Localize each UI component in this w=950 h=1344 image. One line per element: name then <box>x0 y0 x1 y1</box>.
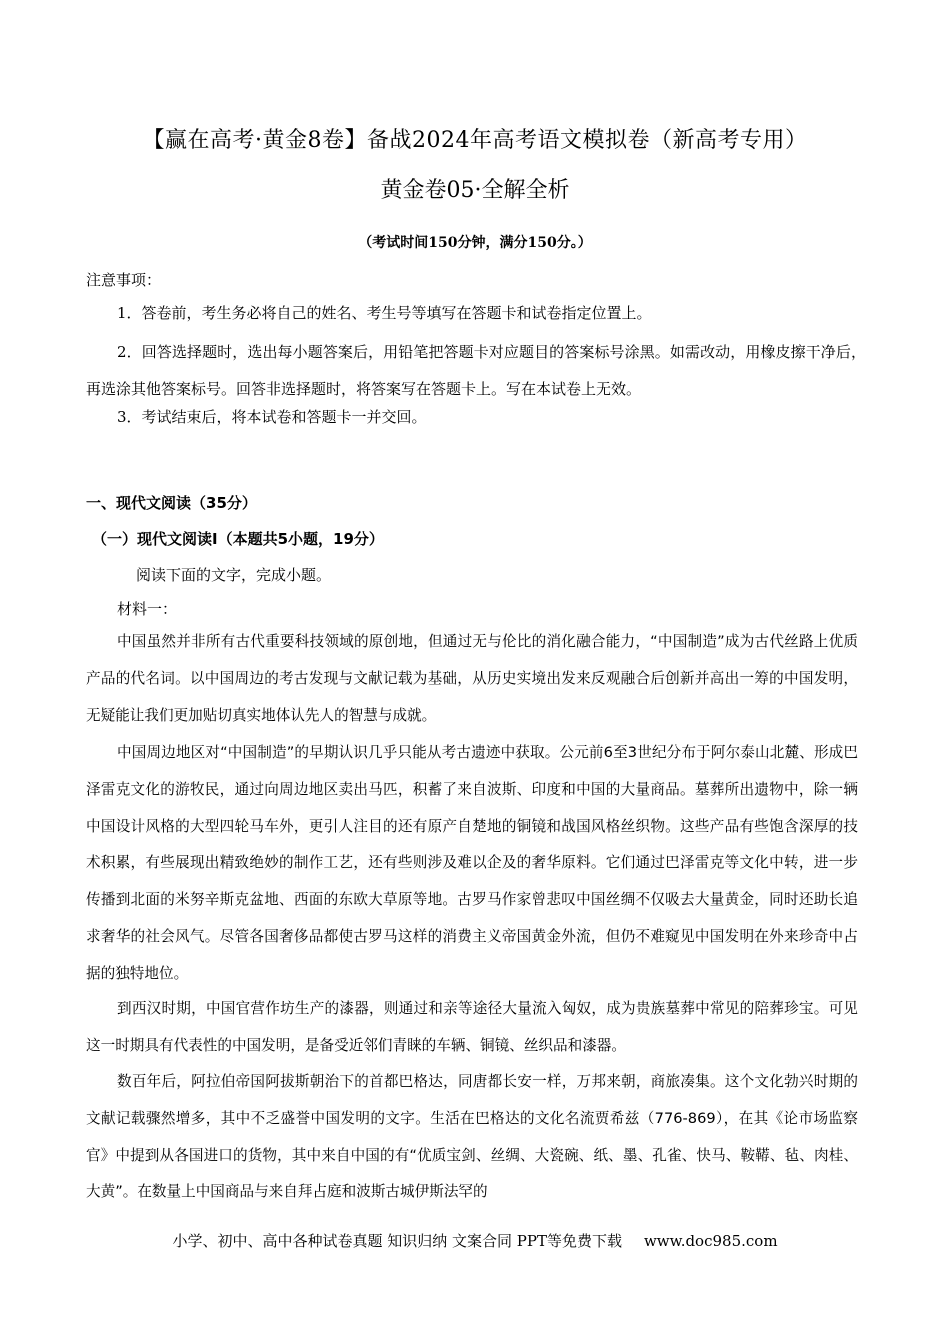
paragraph-text: 中国虽然并非所有古代重要科技领域的原创地，但通过无与伦比的消化融合能力，“中国制造”成为古代丝路上优质产品的代名词。以中国周边的考古发现与文献记载为基础，从历史实境出发来反观融合后创新并高出一筹的中国发明，无疑能让我们更加贴切真实地体认先人的智慧与成就。 <box>86 633 858 724</box>
passage-paragraph <box>86 624 858 734</box>
paragraph-text: 数百年后，阿拉伯帝国阿拔斯朝治下的首都巴格达，同唐都长安一样，万邦来朝，商旅凑集。这个文化勃兴时期的文献记载骤然增多，其中不乏盛誉中国发明的文字。生活在巴格达的文化名流贾希兹（776-869），在其《论市场监察官》中提到从各国进口的货物，其中来自中国的有“优质宝剑、丝绸、大瓷碗、纸、墨、孔雀、快马、鞍鞯、毡、肉桂、大黄”。在数量上中国商品与来自拜占庭和波斯古城伊斯法罕的 <box>86 1073 858 1201</box>
footer-text: 小学、初中、高中各种试卷真题 知识归纳 文案合同 PPT等免费下载 <box>172 1232 622 1250</box>
paragraph-text: 到西汉时期，中国官营作坊生产的漆器，则通过和亲等途径大量流入匈奴，成为贵族墓葬中常见的陪葬珍宝。可见这一时期具有代表性的中国发明，是备受近邻们青睐的车辆、铜镜、丝织品和漆器。 <box>86 1000 858 1054</box>
notice-item-1: 1．答卷前，考生务必将自己的姓名、考生号等填写在答题卡和试卷指定位置上。 <box>117 304 652 322</box>
notice-item-2: 2．回答选择题时，选出每小题答案后，用铅笔把答题卡对应题目的答案标号涂黑。如需改动，用橡皮擦干净后，再选涂其他答案标号。回答非选择题时，将答案写在答题卡上。写在本试卷上无效。 <box>86 343 866 398</box>
document-title: 【赢在高考·黄金8卷】备战2024年高考语文模拟卷（新高考专用） <box>142 128 808 153</box>
passage-paragraph <box>86 1064 858 1211</box>
section-heading: 一、现代文阅读（35分） <box>86 494 257 512</box>
notice-heading: 注意事项： <box>86 271 162 289</box>
reading-instruction: 阅读下面的文字，完成小题。 <box>136 566 332 584</box>
document-subtitle: 黄金卷05·全解全析 <box>380 178 570 203</box>
page-footer <box>0 1229 950 1253</box>
paragraph-text: 中国周边地区对“中国制造”的早期认识几乎只能从考古遗迹中获取。公元前6至3世纪分布于阿尔泰山北麓、形成巴泽雷克文化的游牧民，通过向周边地区卖出马匹，积蓄了来自波斯、印度和中国的大量商品。墓葬所出遗物中，除一辆中国设计风格的大型四轮马车外，更引人注目的还有原产自楚地的铜镜和战国风格丝织物。这些产品有些饱含深厚的技术积累，有些展现出精致绝妙的制作工艺，还有些则涉及难以企及的奢华原料。它们通过巴泽雷克等文化中转，进一步传播到北面的米努辛斯克盆地、西面的东欧大草原等地。古罗马作家曾悲叹中国丝绸不仅吸去大量黄金，同时还助长追求奢华的社会风气。尽管各国奢侈品都使古罗马这样的消费主义帝国黄金外流，但仍不难窥见中国发明在外来珍奇中占据的独特地位。 <box>86 744 858 982</box>
passage-paragraph <box>86 991 858 1065</box>
section-subheading: （一）现代文阅读Ⅰ（本题共5小题，19分） <box>92 530 384 548</box>
notice-item-3: 3．考试结束后，将本试卷和答题卡一并交回。 <box>117 408 427 426</box>
footer-site-link[interactable]: www.doc985.com <box>643 1232 778 1250</box>
passage-paragraph <box>86 735 858 993</box>
material-label: 材料一： <box>117 600 178 618</box>
exam-info: （考试时间150分钟，满分150分。） <box>358 235 592 251</box>
